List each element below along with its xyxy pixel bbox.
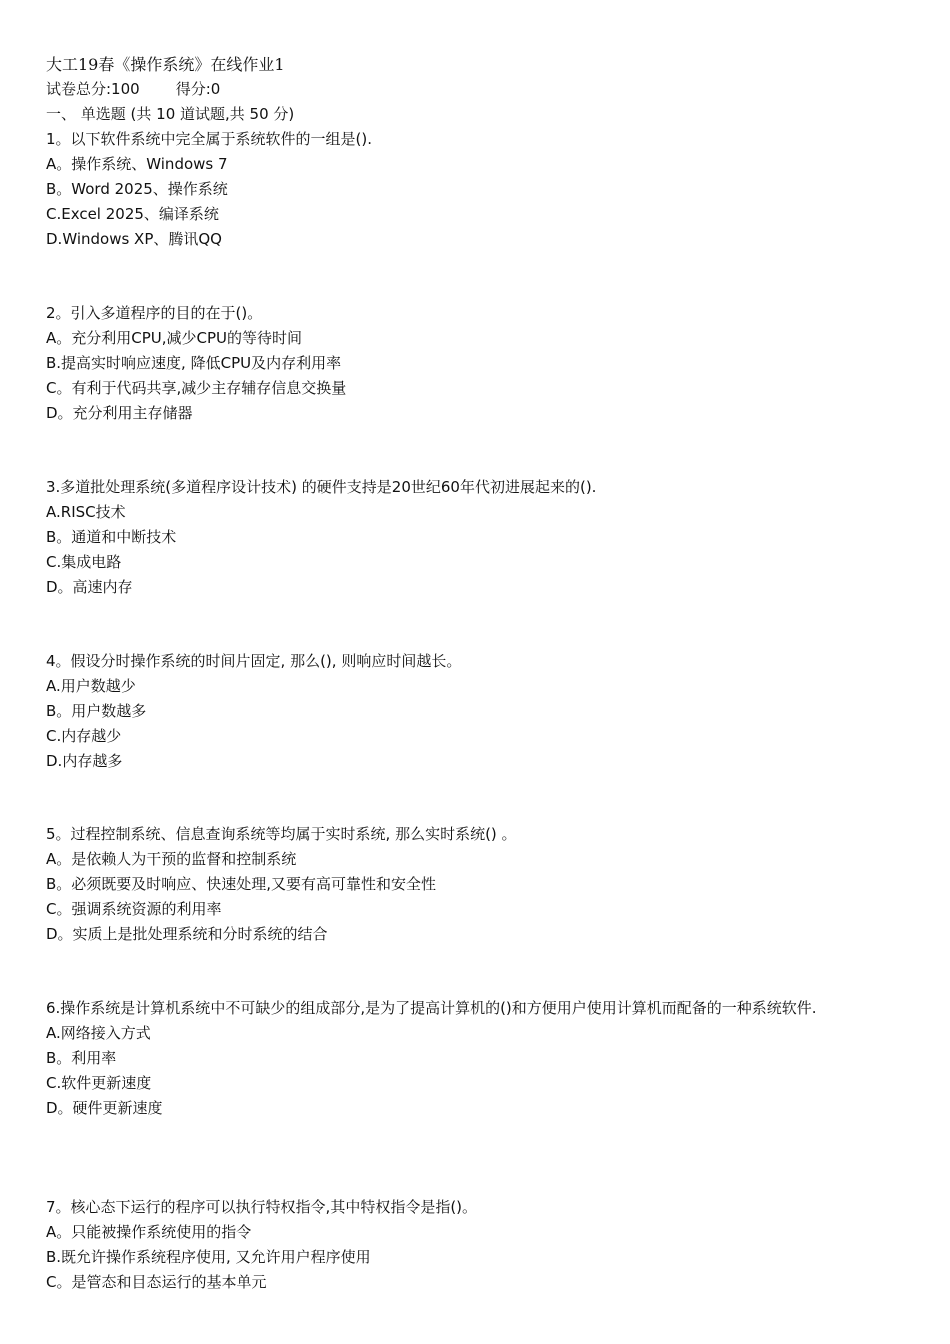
option-b: B。Word 2025、操作系统 <box>46 180 228 198</box>
question-stem: 5。过程控制系统、信息查询系统等均属于实时系统, 那么实时系统() 。 <box>46 825 517 843</box>
score-line <box>46 77 906 102</box>
question-2 <box>46 301 906 426</box>
option-d: D.内存越多 <box>46 752 123 770</box>
option-d: D。充分利用主存储器 <box>46 404 193 422</box>
section-heading: 一、 单选题 (共 10 道试题,共 50 分) <box>46 105 295 123</box>
option-c: C.Excel 2025、编译系统 <box>46 205 219 223</box>
option-b: B.提高实时响应速度, 降低CPU及内存利用率 <box>46 354 342 372</box>
option-a: A.网络接入方式 <box>46 1024 151 1042</box>
option-b: B。利用率 <box>46 1049 117 1067</box>
option-a: A。只能被操作系统使用的指令 <box>46 1223 252 1241</box>
option-d: D。硬件更新速度 <box>46 1099 163 1117</box>
option-a: A。是依赖人为干预的监督和控制系统 <box>46 850 297 868</box>
option-c: C。有利于代码共享,减少主存辅存信息交换量 <box>46 379 347 397</box>
option-a: A。充分利用CPU,减少CPU的等待时间 <box>46 329 303 347</box>
question-3 <box>46 475 906 600</box>
option-a: A.用户数越少 <box>46 677 136 695</box>
option-b: B。通道和中断技术 <box>46 528 177 546</box>
option-c: C.集成电路 <box>46 553 122 571</box>
option-c: C。是管态和目态运行的基本单元 <box>46 1273 267 1291</box>
document-header <box>46 52 906 127</box>
option-c: C.内存越少 <box>46 727 122 745</box>
option-d: D。实质上是批处理系统和分时系统的结合 <box>46 925 328 943</box>
option-a: A。操作系统、Windows 7 <box>46 155 228 173</box>
question-stem: 6.操作系统是计算机系统中不可缺少的组成部分,是为了提高计算机的()和方便用户使用计算机而配备的一种系统软件. <box>46 999 817 1017</box>
question-4 <box>46 649 906 774</box>
option-d: D。高速内存 <box>46 578 133 596</box>
question-stem: 1。以下软件系统中完全属于系统软件的一组是(). <box>46 130 373 148</box>
question-5 <box>46 822 906 947</box>
question-stem: 7。核心态下运行的程序可以执行特权指令,其中特权指令是指()。 <box>46 1198 478 1216</box>
obtained-score: 得分:0 <box>175 80 221 98</box>
total-score: 试卷总分:100 <box>46 80 140 98</box>
option-b: B.既允许操作系统程序使用, 又允许用户程序使用 <box>46 1248 371 1266</box>
question-stem: 3.多道批处理系统(多道程序设计技术) 的硬件支持是20世纪60年代初进展起来的(). <box>46 478 597 496</box>
question-stem: 4。假设分时操作系统的时间片固定, 那么(), 则响应时间越长。 <box>46 652 462 670</box>
option-c: C。强调系统资源的利用率 <box>46 900 222 918</box>
option-c: C.软件更新速度 <box>46 1074 152 1092</box>
question-6 <box>46 996 906 1121</box>
document-title: 大工19春《操作系统》在线作业1 <box>46 55 285 74</box>
option-a: A.RISC技术 <box>46 503 126 521</box>
option-d: D.Windows XP、腾讯QQ <box>46 230 222 248</box>
option-b: B。必须既要及时响应、快速处理,又要有高可靠性和安全性 <box>46 875 437 893</box>
option-b: B。用户数越多 <box>46 702 147 720</box>
question-7 <box>46 1195 906 1295</box>
question-1 <box>46 127 906 252</box>
question-stem: 2。引入多道程序的目的在于()。 <box>46 304 263 322</box>
